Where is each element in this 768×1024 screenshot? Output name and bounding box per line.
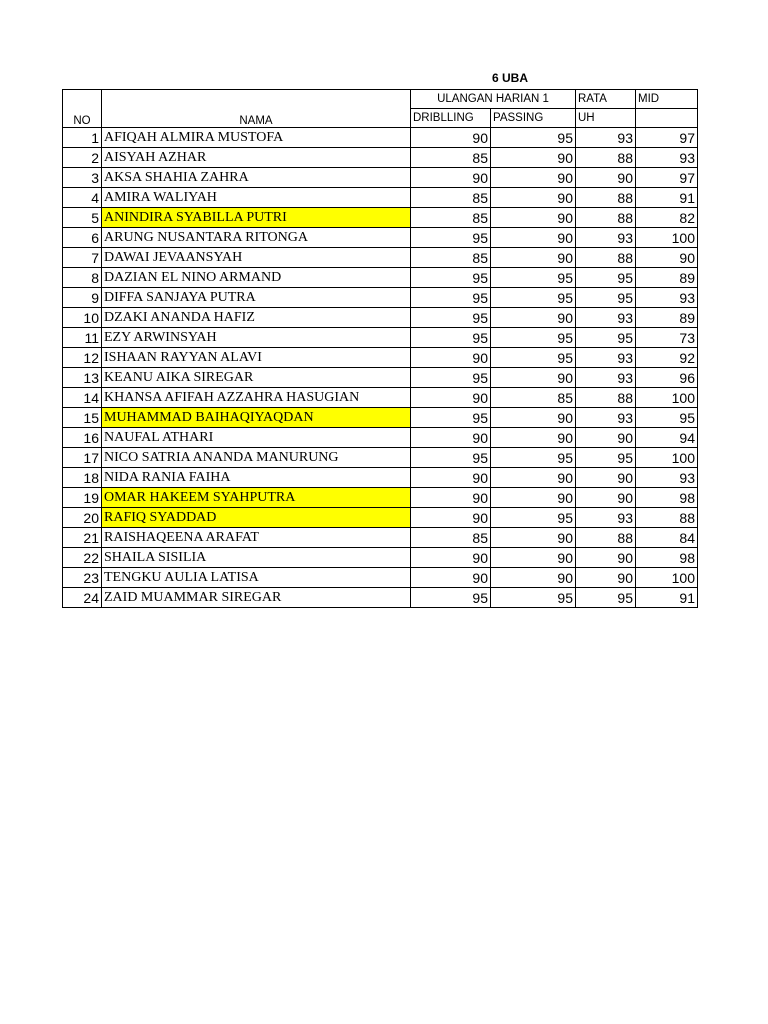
cell-rata-uh: 95 [576, 288, 636, 308]
cell-dribbling: 95 [411, 308, 491, 328]
cell-rata-uh: 88 [576, 248, 636, 268]
cell-no: 21 [63, 528, 102, 548]
cell-nama: AKSA SHAHIA ZAHRA [102, 168, 411, 188]
cell-no: 19 [63, 488, 102, 508]
cell-nama: EZY ARWINSYAH [102, 328, 411, 348]
cell-no: 17 [63, 448, 102, 468]
cell-dribbling: 90 [411, 548, 491, 568]
cell-dribbling: 90 [411, 428, 491, 448]
cell-dribbling: 90 [411, 468, 491, 488]
cell-no: 10 [63, 308, 102, 328]
cell-passing: 95 [491, 348, 576, 368]
cell-rata-uh: 90 [576, 428, 636, 448]
cell-passing: 90 [491, 188, 576, 208]
cell-dribbling: 90 [411, 348, 491, 368]
cell-mid: 92 [636, 348, 698, 368]
cell-rata-uh: 88 [576, 208, 636, 228]
table-row [63, 428, 698, 448]
cell-passing: 90 [491, 488, 576, 508]
cell-dribbling: 90 [411, 168, 491, 188]
cell-mid: 89 [636, 268, 698, 288]
header-ulangan-harian: ULANGAN HARIAN 1 [411, 90, 576, 109]
table-row [63, 468, 698, 488]
header-mid-blank [636, 109, 698, 128]
cell-passing: 90 [491, 548, 576, 568]
cell-mid: 98 [636, 548, 698, 568]
cell-passing: 95 [491, 328, 576, 348]
cell-rata-uh: 95 [576, 268, 636, 288]
cell-nama: DAZIAN EL NINO ARMAND [102, 268, 411, 288]
cell-no: 18 [63, 468, 102, 488]
cell-passing: 90 [491, 248, 576, 268]
cell-nama: ZAID MUAMMAR SIREGAR [102, 588, 411, 608]
cell-nama: NAUFAL ATHARI [102, 428, 411, 448]
header-passing: PASSING [491, 109, 576, 128]
header-rata: RATA [576, 90, 636, 109]
cell-passing: 95 [491, 448, 576, 468]
grades-table [62, 89, 698, 608]
cell-no: 8 [63, 268, 102, 288]
table-row [63, 408, 698, 428]
cell-mid: 82 [636, 208, 698, 228]
cell-rata-uh: 95 [576, 328, 636, 348]
cell-no: 3 [63, 168, 102, 188]
cell-passing: 95 [491, 128, 576, 148]
table-row [63, 448, 698, 468]
cell-mid: 93 [636, 468, 698, 488]
cell-passing: 90 [491, 428, 576, 448]
cell-nama: ISHAAN RAYYAN ALAVI [102, 348, 411, 368]
cell-mid: 98 [636, 488, 698, 508]
cell-nama: AMIRA WALIYAH [102, 188, 411, 208]
header-no: NO [63, 90, 102, 128]
cell-mid: 90 [636, 248, 698, 268]
table-row [63, 228, 698, 248]
table-row [63, 308, 698, 328]
cell-rata-uh: 93 [576, 348, 636, 368]
cell-passing: 90 [491, 168, 576, 188]
cell-rata-uh: 90 [576, 488, 636, 508]
cell-mid: 91 [636, 588, 698, 608]
cell-nama: RAFIQ SYADDAD [102, 508, 411, 528]
cell-rata-uh: 88 [576, 388, 636, 408]
cell-no: 22 [63, 548, 102, 568]
cell-no: 7 [63, 248, 102, 268]
cell-mid: 100 [636, 568, 698, 588]
cell-nama: ANINDIRA SYABILLA PUTRI [102, 208, 411, 228]
cell-rata-uh: 90 [576, 568, 636, 588]
cell-mid: 96 [636, 368, 698, 388]
cell-dribbling: 90 [411, 508, 491, 528]
cell-mid: 97 [636, 168, 698, 188]
table-row [63, 388, 698, 408]
cell-no: 20 [63, 508, 102, 528]
cell-rata-uh: 93 [576, 308, 636, 328]
cell-rata-uh: 90 [576, 168, 636, 188]
table-row [63, 488, 698, 508]
cell-no: 5 [63, 208, 102, 228]
cell-dribbling: 95 [411, 448, 491, 468]
table-row [63, 528, 698, 548]
cell-no: 11 [63, 328, 102, 348]
cell-passing: 90 [491, 408, 576, 428]
header-mid: MID [636, 90, 698, 109]
cell-dribbling: 90 [411, 128, 491, 148]
cell-no: 4 [63, 188, 102, 208]
cell-no: 24 [63, 588, 102, 608]
cell-nama: RAISHAQEENA ARAFAT [102, 528, 411, 548]
cell-rata-uh: 95 [576, 448, 636, 468]
cell-nama: AFIQAH ALMIRA MUSTOFA [102, 128, 411, 148]
cell-mid: 94 [636, 428, 698, 448]
cell-nama: KHANSA AFIFAH AZZAHRA HASUGIAN [102, 388, 411, 408]
cell-passing: 95 [491, 508, 576, 528]
table-row [63, 328, 698, 348]
header-row-1 [63, 90, 698, 109]
cell-nama: TENGKU AULIA LATISA [102, 568, 411, 588]
cell-no: 14 [63, 388, 102, 408]
cell-mid: 93 [636, 288, 698, 308]
cell-mid: 100 [636, 228, 698, 248]
table-row [63, 568, 698, 588]
table-row [63, 168, 698, 188]
cell-dribbling: 90 [411, 568, 491, 588]
cell-rata-uh: 90 [576, 548, 636, 568]
cell-dribbling: 95 [411, 288, 491, 308]
header-nama: NAMA [102, 90, 411, 128]
cell-dribbling: 95 [411, 328, 491, 348]
cell-rata-uh: 90 [576, 468, 636, 488]
cell-passing: 95 [491, 588, 576, 608]
cell-rata-uh: 95 [576, 588, 636, 608]
cell-rata-uh: 93 [576, 408, 636, 428]
header-uh: UH [576, 109, 636, 128]
cell-nama: DAWAI JEVAANSYAH [102, 248, 411, 268]
cell-passing: 90 [491, 308, 576, 328]
cell-dribbling: 85 [411, 148, 491, 168]
cell-dribbling: 85 [411, 248, 491, 268]
cell-dribbling: 90 [411, 488, 491, 508]
cell-mid: 91 [636, 188, 698, 208]
cell-dribbling: 85 [411, 528, 491, 548]
table-row [63, 128, 698, 148]
cell-dribbling: 90 [411, 388, 491, 408]
cell-nama: KEANU AIKA SIREGAR [102, 368, 411, 388]
cell-passing: 90 [491, 568, 576, 588]
cell-no: 6 [63, 228, 102, 248]
cell-rata-uh: 93 [576, 508, 636, 528]
cell-nama: DIFFA SANJAYA PUTRA [102, 288, 411, 308]
cell-nama: DZAKI ANANDA HAFIZ [102, 308, 411, 328]
cell-passing: 90 [491, 528, 576, 548]
cell-no: 2 [63, 148, 102, 168]
cell-nama: AISYAH AZHAR [102, 148, 411, 168]
cell-no: 16 [63, 428, 102, 448]
sheet-title: 6 UBA [491, 71, 528, 85]
cell-dribbling: 95 [411, 228, 491, 248]
cell-mid: 97 [636, 128, 698, 148]
table-row [63, 208, 698, 228]
header-dribbling: DRIBLLING [411, 109, 491, 128]
table-row [63, 288, 698, 308]
cell-passing: 90 [491, 368, 576, 388]
cell-rata-uh: 93 [576, 128, 636, 148]
cell-mid: 95 [636, 408, 698, 428]
cell-no: 23 [63, 568, 102, 588]
cell-mid: 93 [636, 148, 698, 168]
table-row [63, 188, 698, 208]
cell-nama: SHAILA SISILIA [102, 548, 411, 568]
table-row [63, 148, 698, 168]
cell-rata-uh: 93 [576, 228, 636, 248]
cell-nama: NIDA RANIA FAIHA [102, 468, 411, 488]
cell-nama: OMAR HAKEEM SYAHPUTRA [102, 488, 411, 508]
cell-dribbling: 85 [411, 188, 491, 208]
cell-no: 15 [63, 408, 102, 428]
table-row [63, 508, 698, 528]
cell-nama: ARUNG NUSANTARA RITONGA [102, 228, 411, 248]
cell-dribbling: 95 [411, 268, 491, 288]
cell-dribbling: 95 [411, 408, 491, 428]
cell-dribbling: 95 [411, 588, 491, 608]
cell-no: 9 [63, 288, 102, 308]
cell-rata-uh: 93 [576, 368, 636, 388]
table-row [63, 348, 698, 368]
cell-dribbling: 95 [411, 368, 491, 388]
cell-rata-uh: 88 [576, 188, 636, 208]
table-row [63, 588, 698, 608]
cell-passing: 90 [491, 468, 576, 488]
cell-no: 1 [63, 128, 102, 148]
cell-passing: 90 [491, 208, 576, 228]
cell-passing: 95 [491, 268, 576, 288]
cell-no: 12 [63, 348, 102, 368]
cell-nama: MUHAMMAD BAIHAQIYAQDAN [102, 408, 411, 428]
cell-passing: 85 [491, 388, 576, 408]
cell-nama: NICO SATRIA ANANDA MANURUNG [102, 448, 411, 468]
cell-rata-uh: 88 [576, 528, 636, 548]
table-row [63, 248, 698, 268]
cell-mid: 73 [636, 328, 698, 348]
cell-mid: 84 [636, 528, 698, 548]
cell-passing: 90 [491, 148, 576, 168]
table-row [63, 548, 698, 568]
cell-mid: 89 [636, 308, 698, 328]
table-row [63, 368, 698, 388]
cell-dribbling: 85 [411, 208, 491, 228]
cell-mid: 88 [636, 508, 698, 528]
cell-no: 13 [63, 368, 102, 388]
grades-table-body [63, 90, 698, 608]
cell-rata-uh: 88 [576, 148, 636, 168]
cell-passing: 90 [491, 228, 576, 248]
cell-mid: 100 [636, 388, 698, 408]
table-row [63, 268, 698, 288]
cell-passing: 95 [491, 288, 576, 308]
cell-mid: 100 [636, 448, 698, 468]
